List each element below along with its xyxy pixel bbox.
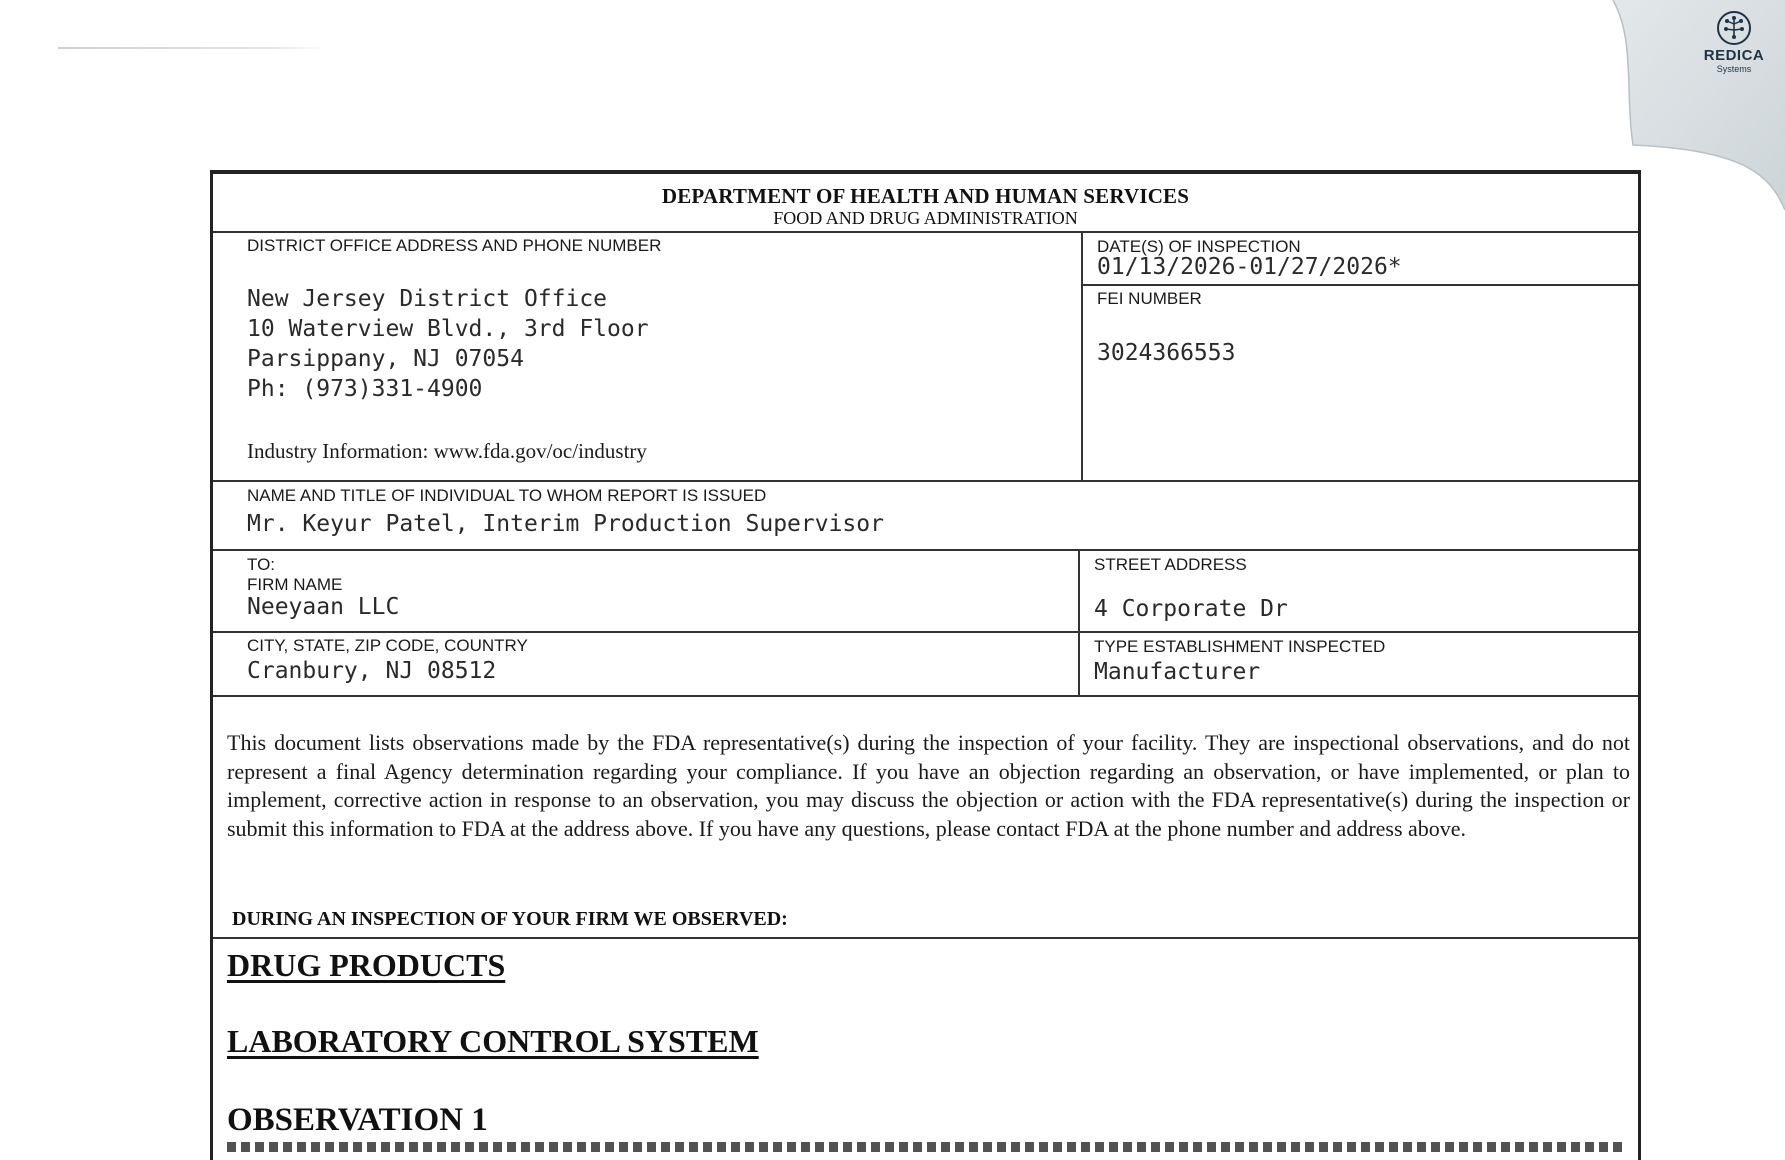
- rule-below-header: [213, 231, 1638, 233]
- city-value: Cranbury, NJ 08512: [247, 658, 497, 684]
- section-drug-products: DRUG PRODUCTS: [227, 947, 506, 983]
- rule-below-firm: [213, 631, 1638, 633]
- recipient-label: NAME AND TITLE OF INDIVIDUAL TO WHOM REPORT IS ISSUED: [247, 486, 767, 505]
- inspection-dates-value: 01/13/2026-01/27/2026*: [1097, 254, 1402, 280]
- department-title: DEPARTMENT OF HEALTH AND HUMAN SERVICES: [661, 184, 1190, 208]
- city-label: CITY, STATE, ZIP CODE, COUNTRY: [247, 636, 528, 655]
- logo-name: REDICA: [1703, 47, 1765, 64]
- district-line-1: New Jersey District Office: [247, 286, 608, 312]
- logo-subtitle: Systems: [1716, 64, 1752, 74]
- fda-483-form: [210, 170, 1641, 1160]
- rule-below-district: [213, 480, 1638, 482]
- top-rule: [58, 47, 328, 49]
- firm-name-label: FIRM NAME: [247, 575, 343, 594]
- rule-below-recipient: [213, 549, 1638, 551]
- industry-info: Industry Information: www.fda.gov/oc/industry: [247, 439, 647, 463]
- rule-below-city: [213, 695, 1638, 697]
- cut-off-text-line: [227, 1142, 1624, 1152]
- district-label: DISTRICT OFFICE ADDRESS AND PHONE NUMBER: [247, 236, 662, 255]
- observation-heading: OBSERVATION 1: [227, 1102, 488, 1138]
- firm-name-value: Neeyaan LLC: [247, 594, 400, 620]
- observed-heading: DURING AN INSPECTION OF YOUR FIRM WE OBSERVED:: [232, 908, 788, 930]
- redica-logo: [1697, 10, 1771, 74]
- agency-title: FOOD AND DRUG ADMINISTRATION: [773, 208, 1078, 228]
- network-tree-icon: [1716, 10, 1752, 46]
- section-laboratory-control: LABORATORY CONTROL SYSTEM: [227, 1023, 759, 1059]
- inspection-dates-label: DATE(S) OF INSPECTION: [1097, 237, 1301, 256]
- street-label: STREET ADDRESS: [1094, 555, 1247, 574]
- establishment-label: TYPE ESTABLISHMENT INSPECTED: [1094, 637, 1386, 656]
- recipient-value: Mr. Keyur Patel, Interim Production Supervisor: [247, 511, 884, 537]
- rule-below-dates: [1081, 284, 1638, 286]
- divider-firm: [1078, 549, 1080, 695]
- district-line-4: Ph: (973)331-4900: [247, 376, 483, 402]
- establishment-value: Manufacturer: [1094, 659, 1261, 685]
- rule-below-observed: [213, 937, 1638, 939]
- district-line-3: Parsippany, NJ 07054: [247, 346, 524, 372]
- district-line-2: 10 Waterview Blvd., 3rd Floor: [247, 316, 649, 342]
- divider-district: [1081, 231, 1083, 480]
- fei-label: FEI NUMBER: [1097, 289, 1202, 308]
- fei-value: 3024366553: [1097, 340, 1236, 366]
- to-label: TO:: [247, 555, 276, 574]
- notice-paragraph: This document lists observations made by the FDA representative(s) during the inspection of your facility. They are inspectional observations, and do not represent a final Agency determination regarding your compliance. If you have an objection regarding an observation, or have implemented, or plan to implement, corrective action in response to an observation, you may discuss the objection or action with the FDA representative(s) during the inspection or submit this information to FDA at the address above. If you have any questions, please contact FDA at the phone number and address above.: [227, 730, 1630, 841]
- street-value: 4 Corporate Dr: [1094, 596, 1288, 622]
